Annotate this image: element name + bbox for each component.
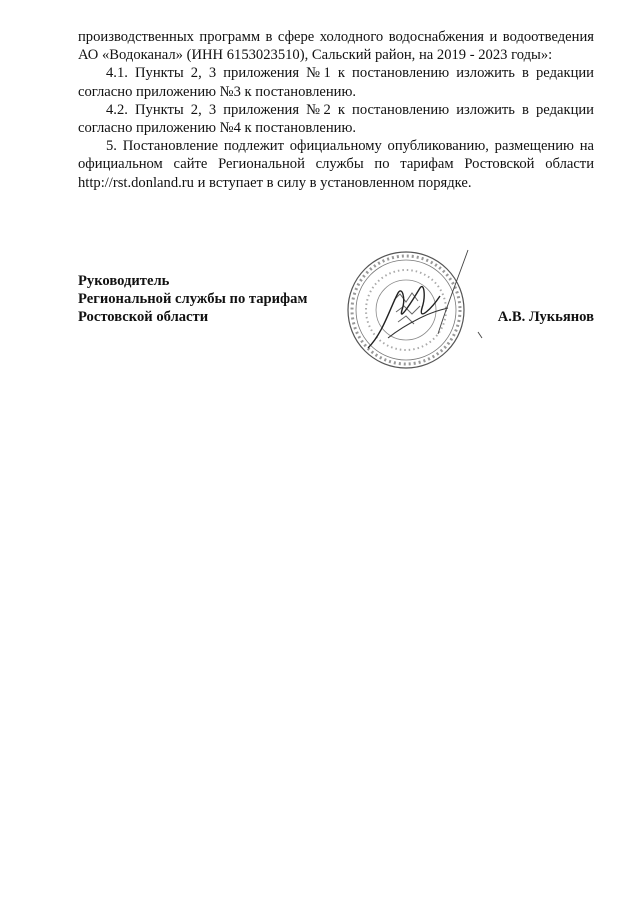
signer-title-line-3: Ростовской области — [78, 309, 209, 326]
paragraph-4-2: 4.2. Пункты 2, 3 приложения №2 к постановлению изложить в редакции согласно приложению №4 к постановлению. — [78, 101, 594, 137]
signer-name: А.В. Лукьянов — [497, 309, 594, 325]
round-seal-icon — [328, 238, 498, 378]
paragraph-4-1: 4.1. Пункты 2, 3 приложения №1 к постановлению изложить в редакции согласно приложению №3 к постановлению. — [78, 65, 594, 100]
signer-title-line-2: Региональной службы по тарифам — [78, 291, 308, 308]
paragraph-5: 5. Постановление подлежит официальному опубликованию, размещению на официальном сайте Региональной службы по тарифам Ростовской области http://rst.donland.ru и вступает в силу в установленном порядке. — [78, 138, 594, 191]
signer-title-line-1: Руководитель — [78, 273, 170, 289]
signer-block — [78, 272, 307, 327]
document-body — [78, 28, 594, 192]
paragraph-intro-continuation: производственных программ в сфере холодного водоснабжения и водоотведения АО «Водоканал» (ИНН 6153023510), Сальский район, на 2019 - 2023 годы»: — [78, 29, 594, 64]
